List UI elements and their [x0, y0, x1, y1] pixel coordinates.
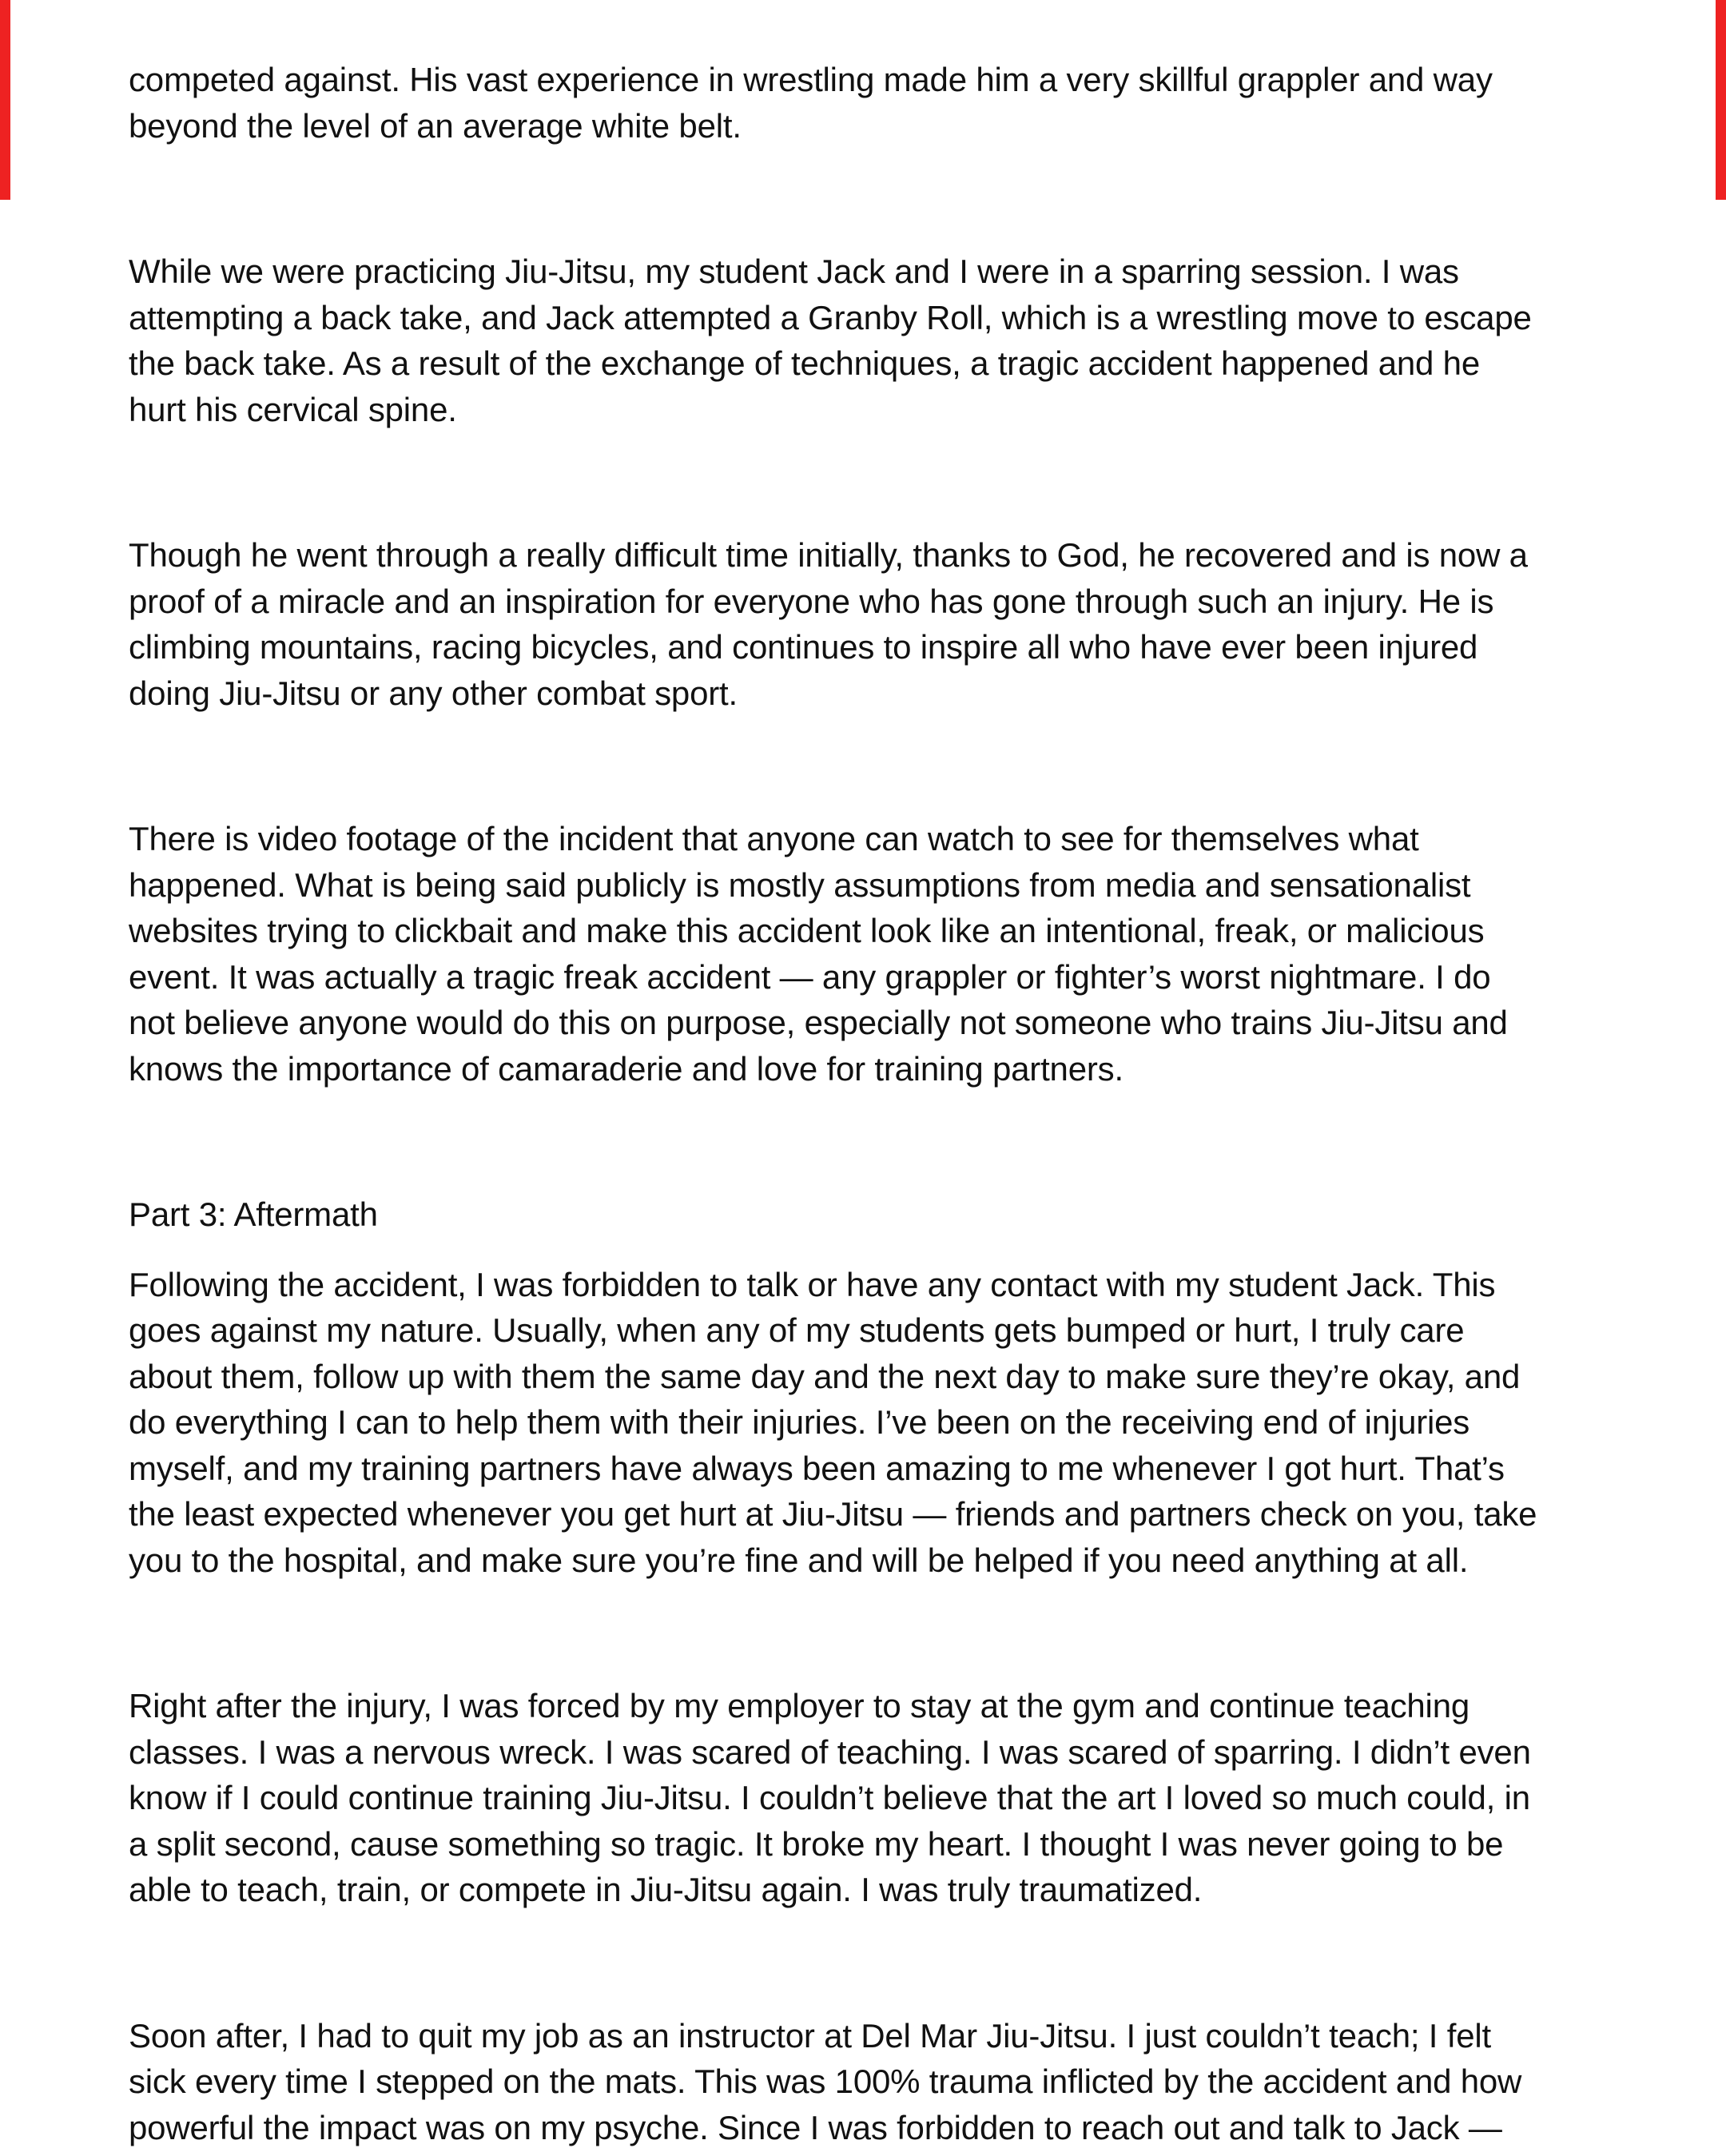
- section-heading: [129, 1191, 1631, 1238]
- left-edge-red-marker: [0, 0, 10, 200]
- text-line: not believe anyone would do this on purpose, especially not someone who trains Jiu-Jitsu and: [129, 1004, 1508, 1041]
- text-line: a split second, cause something so tragic. It broke my heart. I thought I was never going to be: [129, 1824, 1504, 1863]
- text-line: goes against my nature. Usually, when any of my students gets bumped or hurt, I truly care: [129, 1311, 1465, 1349]
- paragraph: [129, 2013, 1631, 2151]
- text-line: the least expected whenever you get hurt at Jiu-Jitsu — friends and partners check on you, take: [129, 1495, 1537, 1533]
- text-line: the back take. As a result of the exchange of techniques, a tragic accident happened and he: [129, 344, 1480, 382]
- document-text-area[interactable]: [129, 57, 1631, 2150]
- text-line: There is video footage of the incident that anyone can watch to see for themselves what: [129, 820, 1419, 857]
- text-line: beyond the level of an average white belt.: [129, 106, 742, 145]
- text-line: classes. I was a nervous wreck. I was scared of teaching. I was scared of sparring. I didn’t even: [129, 1732, 1531, 1771]
- text-line: event. It was actually a tragic freak accident — any grappler or fighter’s worst nightmare. I do: [129, 957, 1491, 996]
- text-line: happened. What is being said publicly is mostly assumptions from media and sensationalist: [129, 865, 1471, 904]
- paragraph: [129, 1683, 1631, 1913]
- paragraph: [129, 57, 1631, 149]
- text-line: hurt his cervical spine.: [129, 390, 457, 428]
- paragraph: [129, 816, 1631, 1092]
- text-line: Though he went through a really difficult time initially, thanks to God, he recovered and is now a: [129, 536, 1528, 574]
- text-line: Following the accident, I was forbidden to talk or have any contact with my student Jack. This: [129, 1265, 1496, 1303]
- text-line: websites trying to clickbait and make this accident look like an intentional, freak, or malicious: [129, 912, 1485, 949]
- text-line: sick every time I stepped on the mats. This was 100% trauma inflicted by the accident and how: [129, 2063, 1522, 2100]
- text-line: Right after the injury, I was forced by my employer to stay at the gym and continue teaching: [129, 1687, 1470, 1724]
- text-line: knows the importance of camaraderie and love for training partners.: [129, 1049, 1123, 1088]
- text-line: able to teach, train, or compete in Jiu-Jitsu again. I was truly traumatized.: [129, 1871, 1203, 1908]
- text-line: proof of a miracle and an inspiration for everyone who has gone through such an injury. He is: [129, 582, 1494, 620]
- text-line: climbing mountains, racing bicycles, and continues to inspire all who have ever been injured: [129, 628, 1478, 666]
- text-line: do everything I can to help them with their injuries. I’ve been on the receiving end of injuries: [129, 1403, 1470, 1441]
- text-line: While we were practicing Jiu-Jitsu, my student Jack and I were in a sparring session. I was: [129, 253, 1459, 290]
- text-line: doing Jiu-Jitsu or any other combat sport.: [129, 674, 738, 712]
- text-line: myself, and my training partners have always been amazing to me whenever I got hurt. That’s: [129, 1449, 1505, 1487]
- paragraph: [129, 532, 1631, 716]
- text-line: powerful the impact was on my psyche. Since I was forbidden to reach out and talk to Jack —: [129, 2108, 1502, 2146]
- text-line: attempting a back take, and Jack attempted a Granby Roll, which is a wrestling move to escape: [129, 298, 1532, 336]
- paragraph: [129, 249, 1631, 432]
- text-line: Part 3: Aftermath: [129, 1195, 378, 1233]
- text-line: about them, follow up with them the same day and the next day to make sure they’re okay, and: [129, 1357, 1521, 1395]
- paragraph: [129, 1262, 1631, 1584]
- text-line: know if I could continue training Jiu-Jitsu. I couldn’t believe that the art I loved so much could, in: [129, 1779, 1530, 1816]
- text-line: you to the hospital, and make sure you’re fine and will be helped if you need anything at all.: [129, 1541, 1469, 1579]
- text-line: Soon after, I had to quit my job as an instructor at Del Mar Jiu-Jitsu. I just couldn’t teach; I felt: [129, 2016, 1491, 2055]
- right-edge-red-marker: [1716, 0, 1726, 200]
- text-line: competed against. His vast experience in wrestling made him a very skillful grappler and way: [129, 61, 1493, 98]
